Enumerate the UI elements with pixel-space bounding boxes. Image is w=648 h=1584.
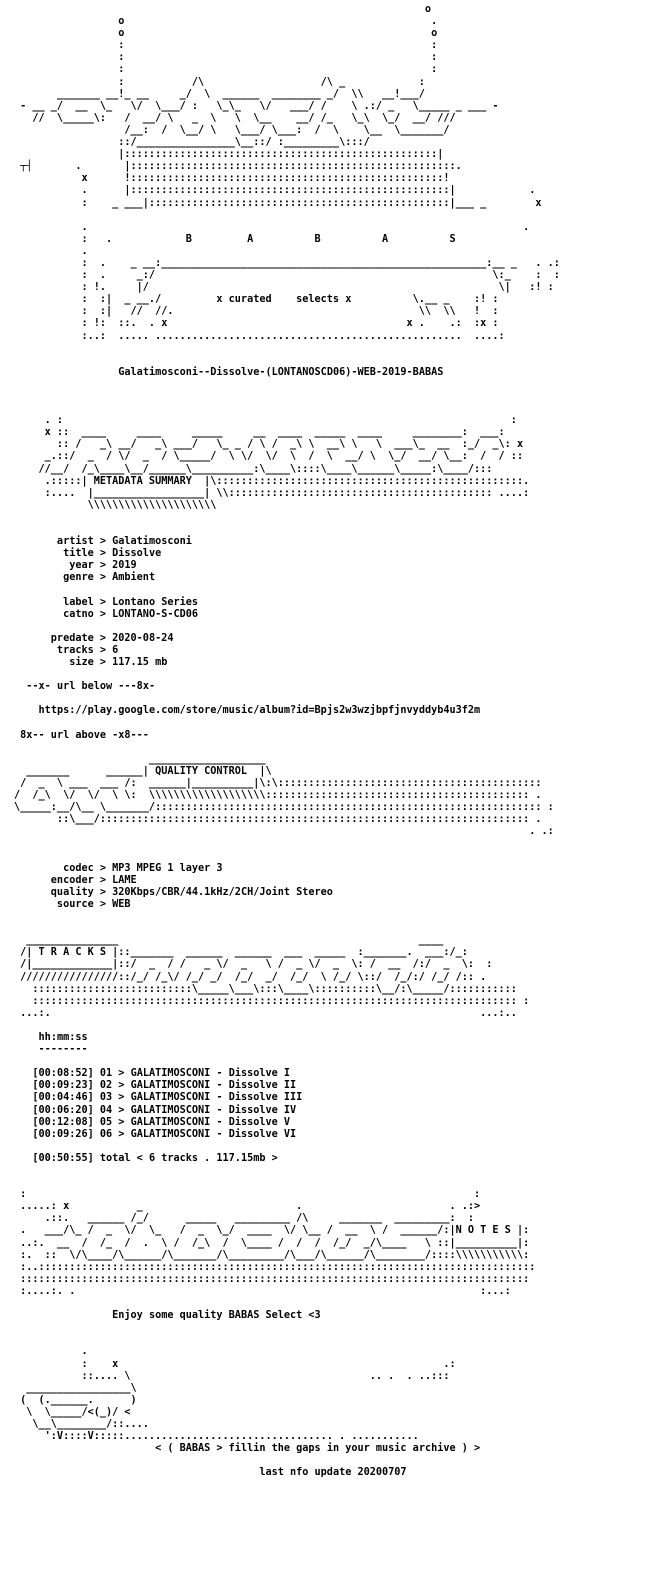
header-art-line: : :| _ __./ x curated selects x \.__ _ :! : bbox=[14, 294, 499, 306]
tagline-row bbox=[14, 1443, 560, 1455]
quality-banner-line: _______ ______| QUALITY CONTROL |\ bbox=[14, 765, 272, 777]
field-value: WEB bbox=[112, 898, 131, 910]
metadata-banner-line: .:::::| METADATA SUMMARY |\::::::::::::::::::::::::::::::::::::::::::::::::::. bbox=[14, 475, 530, 487]
notes-banner-line: .....: x _ . . .:> bbox=[14, 1201, 481, 1213]
header-art-line: . . bbox=[14, 221, 530, 233]
track-time: [00:08:52] bbox=[32, 1068, 94, 1080]
footer-art-line: ::.... \ .. . . ..::: bbox=[14, 1370, 450, 1382]
header-art-line: : !. |/ \| :! : bbox=[14, 282, 554, 294]
track-row: [00:08:52] 01 > GALATIMOSCONI - Dissolve I bbox=[32, 1068, 291, 1080]
total-row bbox=[14, 1153, 560, 1165]
release-name-row bbox=[14, 367, 560, 379]
metadata-banner-line: \\\\\\\\\\\\\\\\\\\\\ bbox=[14, 499, 217, 511]
field-row: codec > MP3 MPEG 1 layer 3 bbox=[14, 862, 223, 874]
header-art-line: _______ __!_ __ _/ \ ______ ________ _/ \\ __!___/ bbox=[14, 88, 425, 100]
track-time: [00:06:20] bbox=[32, 1104, 94, 1116]
notes-banner-line: ..:. __ / /_ / . \ / /_\ / \____ / / / /_/ _/\____ \ ::|__________|: bbox=[14, 1237, 530, 1249]
notes-banner-line: : : bbox=[14, 1189, 481, 1201]
track-title: Dissolve III bbox=[228, 1092, 303, 1104]
track-number: 03 bbox=[99, 1092, 113, 1104]
quality-banner-line: \_____:__/\__ \_______/::::::::::::::::::::::::::::::::::::::::::::::::::::::::::::::: : bbox=[14, 802, 554, 814]
header-art-line: /__: / \__/ \ \___/ \___: / \ \__ \_______/ bbox=[14, 124, 450, 136]
time-rule: -------- bbox=[38, 1044, 88, 1056]
notes-banner-art bbox=[14, 1189, 560, 1298]
tracks-banner-line: ::::::::::::::::::::::::::::::::::::::::::::::::::::::::::::::::::::::::::::::: : bbox=[14, 995, 530, 1007]
header-art-line: :..: ..... .................................................. ....: bbox=[14, 330, 505, 342]
track-number: 01 bbox=[99, 1068, 113, 1080]
field-key: tracks bbox=[14, 644, 94, 656]
footer-art-line: \__\________/::.... bbox=[14, 1418, 149, 1430]
field-key: artist bbox=[14, 536, 94, 548]
quality-banner-line: ::\___/:::::::::::::::::::::::::::::::::::::::::::::::::::::::::::::::::::::: . bbox=[14, 814, 542, 826]
field-value: 117.15 mb bbox=[112, 657, 168, 669]
footer-art bbox=[14, 1346, 560, 1443]
header-art-line: : _ ___|:::::::::::::::::::::::::::::::::::::::::::::::::|___ _ x bbox=[14, 197, 542, 209]
field-row: title > Dissolve bbox=[14, 548, 162, 560]
notes-message: Enjoy some quality BABAS Select <3 bbox=[112, 1310, 321, 1322]
notes-banner-line: :....:. . :...: bbox=[14, 1285, 511, 1297]
header-art-line: : . _ __:_____________________________________________________:__ _ . .: bbox=[14, 257, 560, 269]
time-rule-row bbox=[14, 1044, 560, 1056]
track-title: Dissolve I bbox=[228, 1068, 291, 1080]
field-row: predate > 2020-08-24 bbox=[14, 632, 174, 644]
quality-banner-line: ___________________ bbox=[14, 753, 266, 765]
field-value: Dissolve bbox=[112, 548, 162, 560]
tracks-banner-line: ::::::::::::::::::::::::::\_____\___\:::\____\::::::::::\__/:\_____/::::::::::: bbox=[14, 983, 517, 995]
header-art-line: . |::::::::::::::::::::::::::::::::::::::::::::::::::::| . bbox=[14, 185, 536, 197]
total-line: [00:50:55] total < 6 tracks . 117.15mb > bbox=[32, 1152, 278, 1164]
field-row: size > 117.15 mb bbox=[14, 657, 168, 669]
footer-art-line: : x .: bbox=[14, 1358, 456, 1370]
track-time: [00:09:23] bbox=[32, 1080, 94, 1092]
field-key: catno bbox=[14, 608, 94, 620]
track-row: [00:09:23] 02 > GALATIMOSCONI - Dissolve II bbox=[32, 1080, 297, 1092]
tracks-banner-line: /|_____________|::/ _ / / _ \/ _ \ / _ \/ _ \: / __ /:/ _ \: : bbox=[14, 959, 493, 971]
quality-banner-line: / /_\ \/ \/ \ \: \\\\\\\\\\\\\\\\\\\::::::::::::::::::::::::::::::::::::::::::: . bbox=[14, 790, 542, 802]
field-row: genre > Ambient bbox=[14, 572, 156, 584]
tracks-banner-art bbox=[14, 935, 560, 1020]
time-header-row bbox=[14, 1032, 560, 1044]
track-title: Dissolve II bbox=[228, 1080, 297, 1092]
header-art-line: : : bbox=[14, 40, 438, 52]
field-row: source > WEB bbox=[14, 898, 131, 910]
field-value: LAME bbox=[112, 874, 137, 886]
track-artist: GALATIMOSCONI bbox=[130, 1128, 211, 1140]
header-art-line: // \_____\: / __/ \ _ \ \ \__ __/ /_ \_\ \_/ __/ /// bbox=[14, 112, 462, 124]
notes-banner-line: ::::::::::::::::::::::::::::::::::::::::::::::::::::::::::::::::::::::::::::::::::: bbox=[14, 1273, 530, 1285]
field-row: quality > 320Kbps/CBR/44.1kHz/2CH/Joint Stereo bbox=[14, 886, 333, 898]
track-title: Dissolve IV bbox=[228, 1104, 297, 1116]
track-number: 06 bbox=[99, 1128, 113, 1140]
header-art-line: : . _:/ \:_ : : bbox=[14, 270, 560, 282]
album-url-link[interactable]: https://play.google.com/store/music/album?id=Bpjs2w3wzjbpfjnvyddyb4u3f2m bbox=[38, 705, 481, 717]
header-art-line: : /\ /\ _ : bbox=[14, 76, 425, 88]
quality-banner-line: / _ \ ___ ___ /: ______|__________|\:\::::::::::::::::::::::::::::::::::::::::::: bbox=[14, 778, 542, 789]
url-row bbox=[14, 705, 560, 717]
track-row: [00:09:26] 06 > GALATIMOSCONI - Dissolve VI bbox=[32, 1128, 297, 1140]
field-row: tracks > 6 bbox=[14, 644, 119, 656]
field-value: Ambient bbox=[112, 572, 156, 584]
release-name: Galatimosconi--Dissolve-(LONTANOSCD06)-WEB-2019-BABAS bbox=[118, 366, 444, 378]
tracks-banner-line: _______________ ____ bbox=[14, 935, 444, 947]
time-header: hh:mm:ss bbox=[38, 1031, 88, 1043]
header-art-line: . bbox=[14, 245, 88, 257]
track-artist: GALATIMOSCONI bbox=[130, 1068, 211, 1080]
field-key: year bbox=[14, 560, 94, 572]
header-art-line: o bbox=[14, 4, 432, 15]
metadata-banner-line: . : : bbox=[14, 415, 517, 427]
quality-banner-line: . .: bbox=[14, 826, 554, 838]
field-row: encoder > LAME bbox=[14, 874, 137, 886]
field-value: LONTANO-S-CD06 bbox=[112, 608, 199, 620]
footer-art-line: _________________\ bbox=[14, 1382, 137, 1394]
footer-art-line: ( (.______. ) bbox=[14, 1394, 137, 1406]
field-value: 6 bbox=[112, 644, 119, 656]
url-above-text: 8x-- url above -x8--- bbox=[20, 729, 149, 741]
notes-banner-line: .::. ______ /_/ _____ _________ /\ _______ _________: : bbox=[14, 1213, 475, 1225]
track-row: [00:06:20] 04 > GALATIMOSCONI - Dissolve IV bbox=[32, 1104, 297, 1116]
metadata-banner-line: :: / _\ __/ _\ ___/ \_ _ / \ / _\ \ __\ \ \ ___\_ __ :_/ _\: x bbox=[14, 439, 524, 451]
track-row: [00:04:46] 03 > GALATIMOSCONI - Dissolve III bbox=[32, 1092, 303, 1104]
field-key: title bbox=[14, 548, 94, 560]
metadata-banner-line: _.::/ _ / \/ _ / \_____/ \ \/ \/ \ / \ __/ \ \_/ __/ \__: / / :: bbox=[14, 451, 524, 463]
header-art-line: o . bbox=[14, 16, 438, 28]
track-time: [00:09:26] bbox=[32, 1128, 94, 1140]
track-time: [00:12:08] bbox=[32, 1116, 94, 1128]
track-list bbox=[14, 1068, 560, 1141]
header-art-line: ┬┤ . |:::::::::::::::::::::::::::::::::::::::::::::::::::::. bbox=[14, 161, 462, 173]
last-update: last nfo update 20200707 bbox=[259, 1467, 407, 1479]
url-above-marker bbox=[14, 730, 560, 742]
field-row: catno > LONTANO-S-CD06 bbox=[14, 608, 199, 620]
metadata-banner-art bbox=[14, 415, 560, 512]
header-art-line: : !: ::. . x x . .: :x : bbox=[14, 318, 499, 330]
header-art-line: |:::::::::::::::::::::::::::::::::::::::::::::::::::| bbox=[14, 149, 444, 161]
field-key: label bbox=[14, 596, 94, 608]
notes-banner-line: :. :: \/\____/\______/\_______/\_________/\___/\______/\________/::::\\\\\\\\\\\: bbox=[14, 1249, 530, 1261]
quality-banner-art bbox=[14, 754, 560, 839]
metadata-fields bbox=[14, 536, 560, 669]
quality-fields bbox=[14, 863, 560, 911]
header-art-line: x !:::::::::::::::::::::::::::::::::::::::::::::::::::! bbox=[14, 173, 450, 185]
header-art-line: o o bbox=[14, 28, 438, 40]
url-below-text: --x- url below ---8x- bbox=[26, 681, 156, 693]
field-value: Galatimosconi bbox=[112, 536, 192, 548]
metadata-banner-line: :.... |__________________| \\::::::::::::::::::::::::::::::::::::::::::: ....: bbox=[14, 487, 530, 499]
notes-message-row bbox=[14, 1310, 560, 1322]
header-art-line: : :| // //. \\ \\ ! : bbox=[14, 306, 499, 318]
track-artist: GALATIMOSCONI bbox=[130, 1080, 211, 1092]
field-key: genre bbox=[14, 572, 94, 584]
track-artist: GALATIMOSCONI bbox=[130, 1104, 211, 1116]
header-art-line: : . B A B A S bbox=[14, 233, 456, 245]
field-value: 320Kbps/CBR/44.1kHz/2CH/Joint Stereo bbox=[112, 886, 333, 898]
notes-banner-line: . ___/\_ / _ \/ \_ / _ \_/ ____ \/ \__ / __ \ / ______/:|N O T E S |: bbox=[14, 1225, 530, 1237]
track-time: [00:04:46] bbox=[32, 1092, 94, 1104]
track-number: 04 bbox=[99, 1104, 113, 1116]
header-art-line: : : bbox=[14, 64, 438, 76]
field-value: 2019 bbox=[112, 560, 137, 572]
field-key: encoder bbox=[14, 874, 94, 886]
last-update-row bbox=[14, 1467, 560, 1479]
tracks-banner-line: ...:. ...:.. bbox=[14, 1007, 517, 1019]
track-artist: GALATIMOSCONI bbox=[130, 1092, 211, 1104]
field-key: size bbox=[14, 657, 94, 669]
metadata-banner-line: x :: ____ ____ _____ __ ____ _____ ____ ________: ___: bbox=[14, 427, 505, 439]
header-art-line: : : bbox=[14, 52, 438, 64]
tracks-banner-line: ////////////////::/_/ /_\/ /_/ _/ /_/ _/ /_/ \ /_/ \::/ /_/:/ /_/ /:: . bbox=[14, 971, 487, 983]
track-number: 02 bbox=[99, 1080, 113, 1092]
field-row: artist > Galatimosconi bbox=[14, 536, 192, 548]
track-row: [00:12:08] 05 > GALATIMOSCONI - Dissolve V bbox=[32, 1116, 291, 1128]
track-title: Dissolve V bbox=[228, 1116, 291, 1128]
tagline: < ( BABAS > fillin the gaps in your music archive ) > bbox=[155, 1443, 481, 1455]
field-value: 2020-08-24 bbox=[112, 632, 174, 644]
nfo-document bbox=[14, 4, 560, 1479]
field-key: codec bbox=[14, 862, 94, 874]
field-key: source bbox=[14, 898, 94, 910]
field-value: Lontano Series bbox=[112, 596, 199, 608]
footer-art-line: \ \_____/<(_)/ < bbox=[14, 1406, 131, 1418]
url-below-marker bbox=[14, 681, 560, 693]
track-number: 05 bbox=[99, 1116, 113, 1128]
header-art-line: ::/________________\__::/ :_________\:::/ bbox=[14, 137, 370, 149]
notes-banner-line: :..::::::::::::::::::::::::::::::::::::::::::::::::::::::::::::::::::::::::::::::::: bbox=[14, 1261, 536, 1273]
track-artist: GALATIMOSCONI bbox=[130, 1116, 211, 1128]
header-art-line: - __ _/ __ \_ \/ \___/ : \_\_ \/ ___/ / \ .:/ _ \_____ _ ___ - bbox=[14, 100, 499, 112]
header-art bbox=[14, 4, 560, 343]
track-title: Dissolve VI bbox=[228, 1128, 297, 1140]
metadata-banner-line: //__/ /_\____\__/______\__________:\____\::::\____\______\_____:\____/::: bbox=[14, 463, 493, 475]
tracks-banner-line: /| T R A C K S |::_______ ______ ______ ___ _____ :_______. ___:/_: bbox=[14, 947, 468, 959]
footer-art-line: ':V::::V:::::.................................. . ........... bbox=[14, 1431, 419, 1443]
field-value: MP3 MPEG 1 layer 3 bbox=[112, 862, 223, 874]
footer-art-line: . bbox=[14, 1346, 88, 1358]
field-row: label > Lontano Series bbox=[14, 596, 199, 608]
field-row: year > 2019 bbox=[14, 560, 137, 572]
header-art-line bbox=[14, 210, 560, 222]
field-key: quality bbox=[14, 886, 94, 898]
field-key: predate bbox=[14, 632, 94, 644]
